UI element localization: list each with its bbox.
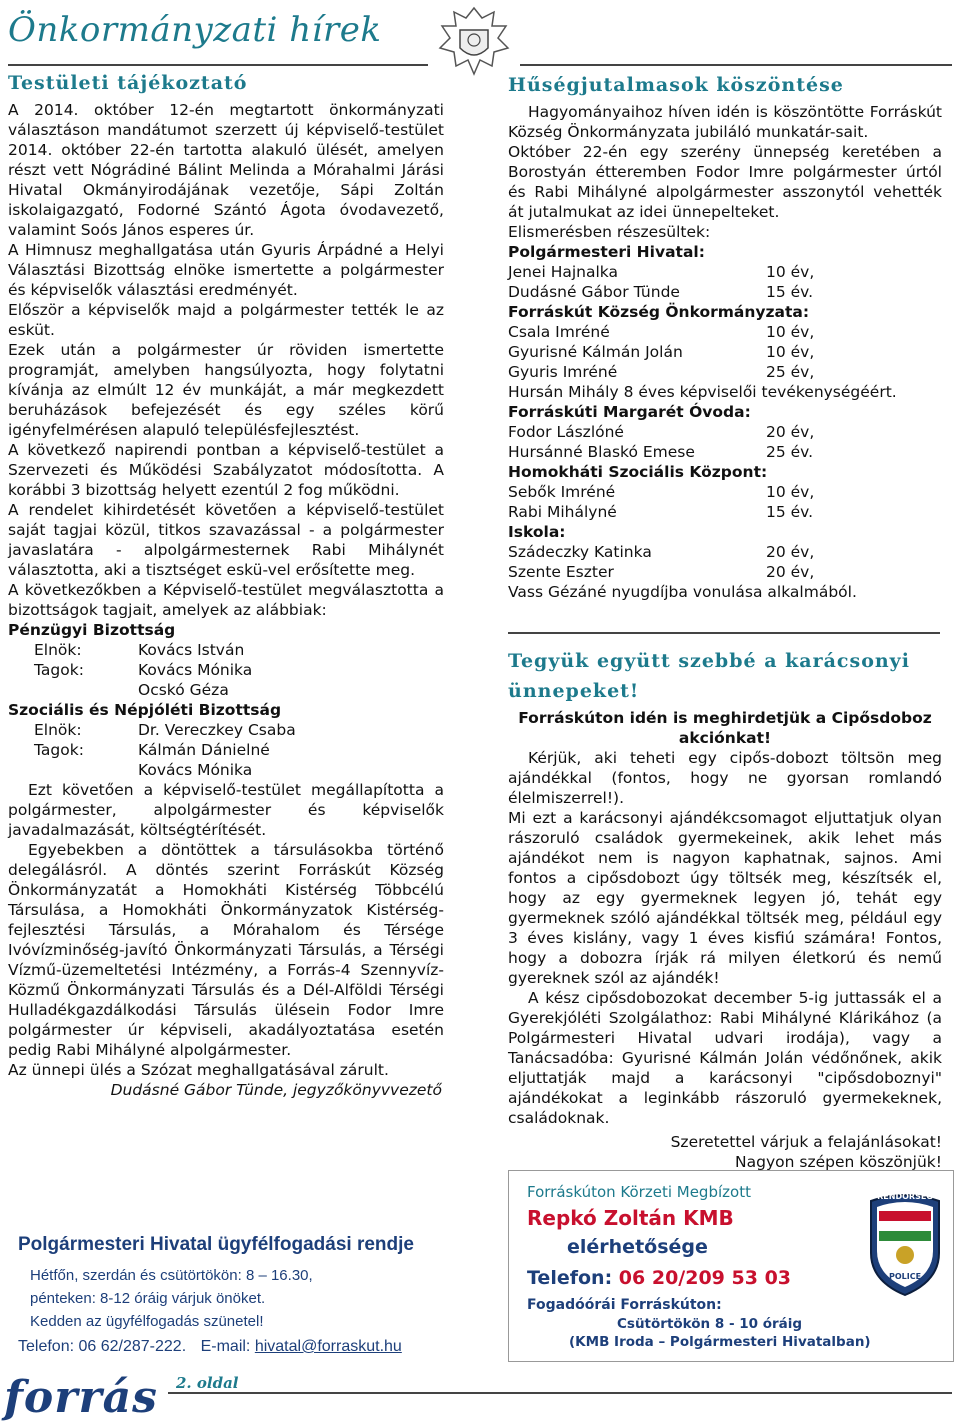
right-column-loyalty [508,102,942,602]
paragraph: Először a képviselők majd a polgármester tették le az esküt. [8,301,444,339]
officer-name: Repkó Zoltán KMB [527,1206,734,1230]
honoree-years: 25 év, [766,363,815,381]
group-title: Forráskúti Margarét Óvoda: [508,403,751,421]
member: Ocskó Géza [138,681,229,699]
honoree-note: Vass Gézáné nyugdíjba vonulása alkalmából. [508,583,857,601]
member: Kovács István [138,641,245,659]
committee-row [8,680,444,700]
left-column [8,100,444,1100]
member: Kovács Mónika [138,761,253,779]
office-hours-title: Polgármesteri Hivatal ügyfélfogadási rendje [18,1234,414,1255]
honoree-name: Sebők Imréné [508,483,616,501]
honoree-row [508,422,942,442]
honoree-years: 10 év, [766,323,815,341]
role [8,680,138,700]
officer-phone: 06 20/209 53 03 [618,1267,792,1289]
honoree-name: Rabi Mihályné [508,503,617,521]
committee-row [8,720,444,740]
office-phone: Telefon: 06 62/287-222. [18,1338,187,1355]
role [8,760,138,780]
group-title: Iskola: [508,523,566,541]
paragraph: A Himnusz meghallgatása után Gyuris Árpádné a Helyi Választási Bizottság elnöke ismertette a polgármester és képviselők választási eredményét. [8,241,444,299]
paragraph: A kész cipősdobozokat december 5-ig juttassák el a Gyerekjóléti Szolgálathoz: Rabi Mihályné Klárikához (a Polgármesteri Hivatal udvari irodája), vagy a Tanácsadóba: Gyurisné Kálmán Jolán védőnőnek, akik eljuttatják majd a karácsonyi "cipősdoboznyi" ajándékokat a leginkább rászoruló gyermekeknek, családoknak. [508,989,942,1127]
honoree-years: 15 év. [766,503,814,521]
honoree-row [508,262,942,282]
honoree-row [508,482,942,502]
committee-row [8,660,444,680]
signature: Dudásné Gábor Tünde, jegyzőkönyvvezető [110,1081,442,1099]
police-badge-icon [865,1183,945,1299]
paragraph: A következőkben a Képviselő-testület megválasztotta a bizottságok tagjait, amelyek az alábbiak: [8,581,444,619]
honoree-years: 20 év, [766,423,815,441]
section-title-loyalty: Hűségjutalmasok köszöntése [508,74,844,96]
footer-rule [168,1392,952,1394]
committee-row [8,640,444,660]
honoree-row [508,362,942,382]
paragraph: A rendelet kihirdetését követően a képviselő-testület saját tagjai közül, titkos szavazással - a polgármester javaslatára - alpolgármesternek Rabi Mihálynét választotta, aki a tisztséget eskü-vel erősítette meg. [8,501,444,579]
email-link[interactable]: hivatal@forraskut.hu [254,1338,402,1355]
office-hours-text [30,1264,313,1333]
thanks-line: Szeretettel várjuk a felajánlásokat! [670,1133,942,1151]
honoree-row [508,442,942,462]
honoree-note: Hursán Mihály 8 éves képviselői tevékenységéért. [508,383,897,401]
officer-reach: elérhetősége [567,1236,708,1258]
group-title: Polgármesteri Hivatal: [508,243,705,261]
paragraph: Október 22-én egy szerény ünnepség keretében a Borostyán étteremben Fodor Imre polgármester úrtól és Rabi Mihályné alpolgármester asszonytól vehették át jutalmukat az idei ünnepelteket. [508,143,942,221]
campaign-subtitle: Forráskúton idén is meghirdetjük a Cipősdoboz akciónkat! [518,709,932,747]
right-column-christmas [508,708,942,1172]
role: Elnök: [34,721,82,739]
honoree-name: Szente Eszter [508,563,614,581]
honoree-name: Fodor Lászlóné [508,423,624,441]
paragraph: Elismerésben részesültek: [508,223,711,241]
paragraph: Egyebekben a döntöttek a társulásokba történő delegálásról. A döntés szerint Forráskút Község Önkormányzatát a Homokháti Kistérség Többcélú Társulása, a Homokháti Önkormányzatok Kistérség-fejlesztési Társulás, a Mórahalom és Térsége Ivóvízminőség-javító Önkormányzati Társulás, a Térségi Vízmű-üzemeltetési Intézmény, a Forrás-4 Szennyvíz-Közmű Önkormányzati Társulás és a Dél-Alföldi Térségi Hulladékgazdálkodási Társulás ülésein Fodor Imre polgármester úr képviseli, akadályoztatása esetén pedig Rabi Mihályné alpolgármester. [8,841,444,1059]
group-title: Homokháti Szociális Központ: [508,463,768,481]
office-location: (KMB Iroda – Polgármesteri Hivatalban) [569,1334,871,1350]
paragraph: Az ünnepi ülés a Szózat meghallgatásával zárult. [8,1061,389,1079]
paragraph: A következő napirendi pontban a képviselő-testület a Szervezeti és Működési Szabályzatot módosította. A korábbi 3 bizottság helyett ezentúl 2 fog működni. [8,441,444,499]
honoree-row [508,502,942,522]
email-label: E-mail: [200,1338,251,1355]
honoree-years: 10 év, [766,343,815,361]
honoree-row [508,342,942,362]
police-officer-box [508,1170,954,1362]
thanks-line: Nagyon szépen köszönjük! [735,1153,942,1171]
honoree-years: 20 év, [766,563,815,581]
honoree-years: 20 év, [766,543,815,561]
committee-title: Szociális és Népjóléti Bizottság [8,701,282,719]
honoree-years: 15 év. [766,283,814,301]
honoree-name: Gyuris Imréné [508,363,618,381]
honoree-name: Szádeczky Katinka [508,543,652,561]
paragraph: Kérjük, aki teheti egy cipős-dobozt töltsön meg ajándékkal (fontos, hogy ne gyorsan romlandó élelmiszerrel!). [508,749,942,807]
member: Dr. Vereczkey Csaba [138,721,296,739]
honoree-row [508,322,942,342]
paragraph: A 2014. október 12-én megtartott önkormányzati választáson mandátumot szerzett új képviselő-testület 2014. október 22-én tartotta alakuló ülését, amelyen részt vett Nógrádiné Bálint Melinda a Mórahalmi Járási Hivatal Okmányirodájának vezetője, Sápi Zoltán iskolaigazgató, Fodorné Szántó Ágota óvodavezető, valamint Soós János esperes úr. [8,101,444,239]
hours-line: Kedden az ügyfélfogadás szünetel! [30,1313,264,1330]
honoree-name: Csala Imréné [508,323,610,341]
section-divider [508,632,940,634]
role: Elnök: [34,641,82,659]
honoree-name: Dudásné Gábor Tünde [508,283,680,301]
police-intro: Forráskúton Körzeti Megbízott [527,1183,751,1201]
forras-logo [4,1372,158,1423]
office-hours-time: Csütörtökön 8 - 10 óráig [617,1316,803,1332]
committee-title: Pénzügyi Bizottság [8,621,176,639]
office-hours-label: Fogadóórái Forráskúton: [527,1297,722,1313]
badge-top-text: RENDŐRSÉG [877,1192,933,1201]
honoree-years: 10 év, [766,263,815,281]
page-number: 2. oldal [176,1374,239,1392]
role: Tagok: [34,741,84,759]
office-hours-box [0,1220,475,1372]
section-title-christmas: Tegyük együtt szebbé a karácsonyi ünnepeket! [508,650,910,702]
member: Kálmán Dánielné [138,741,270,759]
honoree-name: Gyurisné Kálmán Jolán [508,343,683,361]
coat-of-arms-icon [432,4,516,82]
phone-label: Telefon: [527,1267,613,1289]
honoree-name: Hursánné Blaskó Emese [508,443,695,461]
paragraph: Hagyományaihoz híven idén is köszöntötte Forráskút Község Önkormányzata jubiláló munkatár-sait. [508,103,942,141]
honoree-row [508,542,942,562]
member: Kovács Mónika [138,661,253,679]
header-rule-left [8,64,428,66]
honoree-name: Jenei Hajnalka [508,263,618,281]
role: Tagok: [34,661,84,679]
masthead-title: Önkormányzati hírek [8,10,382,50]
badge-bottom-text: POLICE [888,1272,922,1281]
paragraph: Ezt követően a képviselő-testület megállapította a polgármester, alpolgármester és képviselők javadalmazását, költségtérítését. [8,781,444,839]
paragraph: Ezek után a polgármester úr röviden ismertette programját, amelyben hangsúlyozta, hogy folytatni kívánja az elmúlt 12 év munkáját, a már megkezdett beruházások befejezését és egy széles körű igényfelmérésen alapuló településfejlesztést. [8,341,444,439]
committee-row [8,740,444,760]
committee-row [8,760,444,780]
honoree-row [508,562,942,582]
paragraph: Mi ezt a karácsonyi ajándékcsomagot eljuttatjuk olyan rászoruló családok gyermekeinek, akik lehet más ajándékot nem is nagyon kaphatnak, sajnos. Ami fontos a cipősdobozt úgy töltsék meg, készítsék el, hogy az egy gyermeknek legyen jó, tehát egy gyermeknek szóló ajándékkal töltsék meg, például egy 3 éves kislány, vagy 1 éves kisfiú számára! Fontos, hogy a dobozra írják rá milyen életkorú és nemű gyereknek szól az ajándék! [508,809,942,987]
honoree-years: 25 év. [766,443,814,461]
header-rule-right [520,64,952,66]
logo-text: forrás [4,1372,158,1423]
honoree-row [508,282,942,302]
group-title: Forráskút Község Önkormányzata: [508,303,810,321]
hours-line: Hétfőn, szerdán és csütörtökön: 8 – 16.30, [30,1267,313,1284]
section-title-board-report: Testületi tájékoztató [8,72,248,94]
office-contact [18,1338,402,1356]
hours-line: pénteken: 8-12 óráig várjuk önöket. [30,1290,266,1307]
honoree-years: 10 év, [766,483,815,501]
